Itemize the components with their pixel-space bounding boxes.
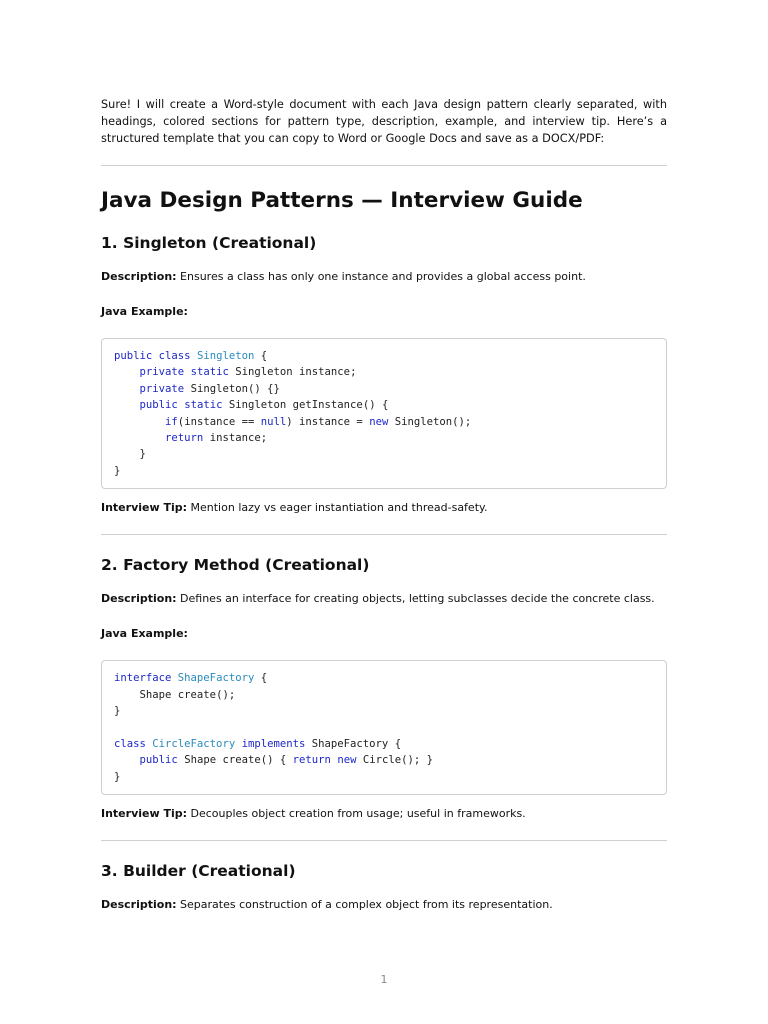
code-line: } xyxy=(114,770,121,783)
code-line: class CircleFactory implements ShapeFactory { xyxy=(114,737,402,750)
builder-description xyxy=(101,897,667,913)
divider xyxy=(101,165,667,166)
code-line: } xyxy=(114,448,146,461)
description-label: Description: xyxy=(101,270,177,283)
code-line: public class Singleton { xyxy=(114,350,268,362)
section-heading-singleton: 1. Singleton (Creational) xyxy=(101,234,317,252)
code-line: if(instance == null) instance = new Singleton(); xyxy=(165,415,472,428)
document-content xyxy=(101,96,667,913)
tip-label: Interview Tip: xyxy=(101,807,188,821)
section-heading-builder: 3. Builder (Creational) xyxy=(101,862,296,881)
code-line: return instance; xyxy=(165,432,268,445)
singleton-description xyxy=(101,269,667,285)
divider xyxy=(101,840,667,841)
code-line: interface ShapeFactory { xyxy=(114,672,268,685)
section-heading-factory-method: 2. Factory Method (Creational) xyxy=(101,556,370,575)
tip-text: Mention lazy vs eager instantiation and thread-safety. xyxy=(190,501,488,515)
page-number: 1 xyxy=(380,973,388,986)
java-example-label: Java Example: xyxy=(101,305,188,318)
code-line: Shape create(); xyxy=(139,688,236,701)
tip-text: Decouples object creation from usage; useful in frameworks. xyxy=(190,807,526,821)
code-line: public static Singleton getInstance() { xyxy=(139,399,389,412)
code-block-singleton xyxy=(101,338,667,489)
code-line: private Singleton() {} xyxy=(139,382,280,395)
code-line: } xyxy=(114,464,121,477)
document-title: Java Design Patterns — Interview Guide xyxy=(101,188,583,213)
factory-description xyxy=(101,591,667,607)
tip-label: Interview Tip: xyxy=(101,501,188,515)
description-text: Defines an interface for creating objects, letting subclasses decide the concrete class. xyxy=(180,592,655,606)
singleton-tip xyxy=(101,500,667,516)
code-line: public Shape create() { return new Circle(); } xyxy=(139,754,434,767)
description-label: Description: xyxy=(101,592,177,606)
code-line: } xyxy=(114,705,121,718)
description-text: Ensures a class has only one instance and provides a global access point. xyxy=(180,270,586,283)
intro-paragraph: Sure! I will create a Word-style document with each Java design pattern clearly separated, with headings, colored sections for pattern type, description, example, and interview tip. Here’s a structured template that you can copy to Word or Google Docs and save as a DOCX/PDF: xyxy=(101,98,667,145)
java-example-label: Java Example: xyxy=(101,627,188,641)
code-line: private static Singleton instance; xyxy=(139,366,357,379)
factory-tip xyxy=(101,806,667,822)
code-block-factory xyxy=(101,660,667,795)
divider xyxy=(101,534,667,535)
description-text: Separates construction of a complex object from its representation. xyxy=(180,898,553,912)
description-label: Description: xyxy=(101,898,177,912)
